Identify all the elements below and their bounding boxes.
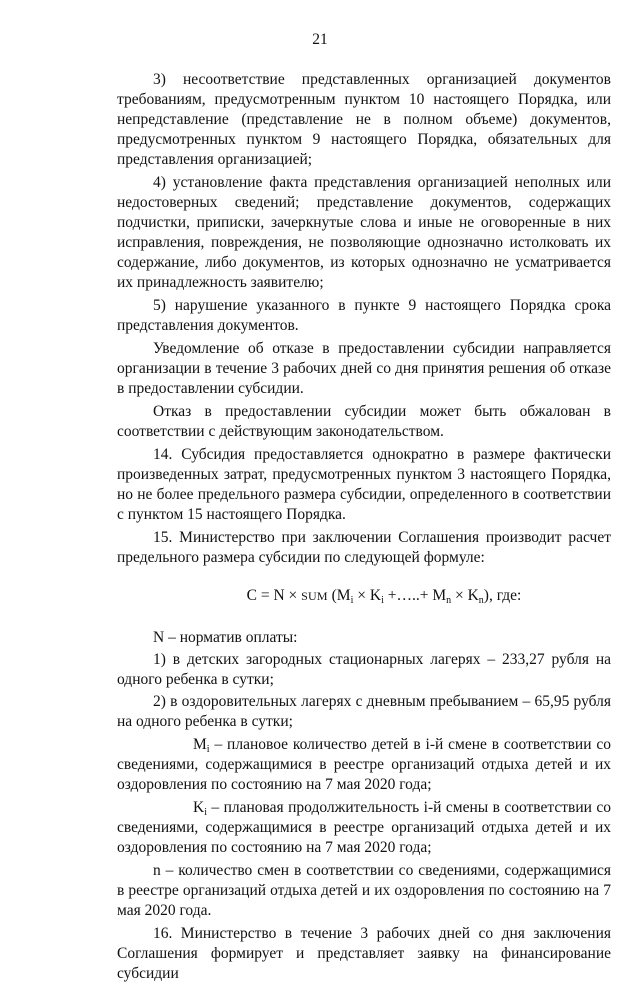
formula-sub-n2: n [478, 595, 484, 606]
formula-open: (M [327, 587, 351, 604]
definition-m [117, 735, 611, 795]
definition-m-text: – плановое количество детей в i-й смене в соответствии со сведениями, содержащимися в реестре организаций отдыха детей и их оздоровления по состоянию на 7 мая 2020 года; [117, 736, 611, 793]
symbol-k-sub: i [204, 807, 207, 818]
formula-close: ), где: [483, 587, 522, 604]
symbol-m: M [193, 736, 207, 753]
paragraph-item-3: 3) несоответствие представленных организацией документов требованиям, предусмотренным пунктом 10 настоящего Порядка, или непредставление (представление не в полном объеме) документов, предусмотренных пунктом 9 настоящего Порядка, обязательных для представления организацией; [117, 71, 611, 168]
definition-k-text: – плановая продолжительность i-й смены в соответствии со сведениями, содержащимися в реестре организаций отдыха детей и их оздоровления по состоянию на 7 мая 2020 года; [117, 799, 611, 856]
paragraph-refusal-notice: Уведомление об отказе в предоставлении субсидии направляется организации в течение 3 рабочих дней со дня принятия решения об отказе в предоставлении субсидии. [117, 340, 611, 397]
paragraph-item-4: 4) установление факта представления организацией неполных или недостоверных сведений; представление документов, содержащих подчистки, приписки, зачеркнутые слова и иные не оговоренные в них исправления, повреждения, не позволяющие однозначно истолковать их содержание, либо документов, из которых однозначно не усматривается их принадлежность заявителю; [117, 174, 611, 291]
formula-times2: × K [451, 587, 479, 604]
document-body [117, 70, 611, 987]
definition-rate-2: 2) в оздоровительных лагерях с дневным пребыванием – 65,95 рубля на одного ребенка в сутки; [117, 693, 611, 730]
subsidy-formula [117, 586, 611, 606]
formula-sub-n1: n [446, 595, 452, 606]
definition-rate-1: 1) в детских загородных стационарных лагерях – 233,27 рубля на одного ребенка в сутки; [117, 651, 611, 688]
paragraph-16: 16. Министерство в течение 3 рабочих дней со дня заключения Соглашения формирует и представляет заявку на финансирование субсидии [117, 925, 611, 982]
paragraph-15: 15. Министерство при заключении Соглашения производит расчет предельного размера субсидии по следующей формуле: [117, 529, 611, 566]
formula-dots: +…..+ M [383, 587, 447, 604]
symbol-m-sub: i [206, 744, 210, 755]
formula-sub-i1: i [350, 595, 354, 606]
definition-n-norm: N – норматив оплаты: [153, 629, 298, 646]
definition-k [117, 798, 611, 858]
paragraph-14: 14. Субсидия предоставляется однократно в размере фактически произведенных затрат, предусмотренных пунктом 3 настоящего Порядка, но не более предельного размера субсидии, определенного в соответствии с пунктом 15 настоящего Порядка. [117, 446, 611, 523]
symbol-k: K [193, 799, 205, 816]
formula-sub-i2: i [381, 595, 384, 606]
formula-sum: SUM [301, 589, 328, 603]
page-number: 21 [312, 31, 328, 48]
formula-lhs: C = N × [246, 587, 302, 604]
paragraph-item-5: 5) нарушение указанного в пункте 9 настоящего Порядка срока представления документов. [117, 297, 611, 334]
definition-n-count: n – количество смен в соответствии со сведениями, содержащимися в реестре организаций отдыха детей и их оздоровления по состоянию на 7 мая 2020 года. [117, 862, 611, 919]
formula-times1: × K [353, 587, 382, 604]
paragraph-refusal-appeal: Отказ в предоставлении субсидии может быть обжалован в соответствии с действующим законодательством. [117, 403, 611, 440]
